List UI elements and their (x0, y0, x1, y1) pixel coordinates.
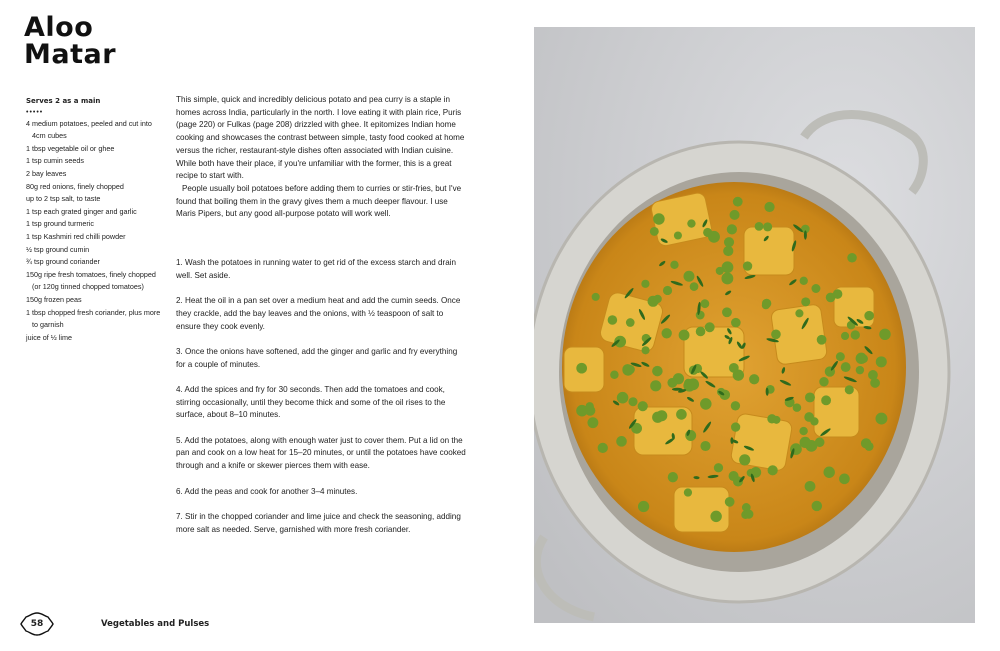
pea-mark (836, 352, 845, 361)
intro-text (176, 94, 468, 221)
pea-mark (696, 311, 705, 320)
pea-mark (617, 392, 629, 404)
pea-mark (683, 271, 694, 282)
pea-mark (714, 463, 723, 472)
pea-mark (725, 497, 735, 507)
ingredient-item: 80g red onions, finely chopped (26, 181, 124, 191)
pea-mark (729, 363, 739, 373)
pea-mark (805, 481, 816, 492)
pea-mark (847, 253, 857, 263)
pea-mark (819, 377, 828, 386)
pea-mark (865, 442, 874, 451)
dish-photo (534, 27, 975, 623)
pea-mark (653, 213, 664, 224)
pea-mark (864, 311, 874, 321)
ingredients-list (26, 95, 166, 344)
pea-mark (616, 436, 627, 447)
pea-mark (856, 366, 864, 374)
pea-mark (663, 286, 672, 295)
pea-mark (730, 210, 740, 220)
pea-mark (845, 385, 854, 394)
pea-mark (650, 380, 661, 391)
pea-mark (700, 398, 712, 410)
pea-mark (762, 299, 771, 308)
section-title: Vegetables and Pulses (101, 619, 210, 629)
pea-mark (727, 224, 737, 234)
recipe-title (24, 14, 116, 68)
pea-mark (652, 412, 663, 423)
ingredient-item: juice of ½ lime (26, 332, 72, 342)
ingredient-item: up to 2 tsp salt, to taste (26, 194, 101, 204)
title-line: Matar (24, 39, 117, 70)
method-step: 4. Add the spices and fry for 30 seconds. Then add the tomatoes and cook, stirring occasionally, until they become thick and some of the oil rises to the surface, about 8–10 minutes. (176, 384, 446, 420)
pea-mark (598, 443, 608, 453)
pea-mark (576, 363, 587, 374)
pea-mark (879, 329, 890, 340)
ingredient-item: 1 tbsp chopped fresh coriander, plus more to garnish (26, 307, 161, 330)
ingredient-item: 1 tsp cumin seeds (26, 156, 84, 166)
pea-mark (859, 354, 868, 363)
pea-mark (587, 417, 598, 428)
page-footer (20, 612, 209, 636)
pea-mark (667, 378, 677, 388)
pea-mark (731, 401, 740, 410)
pea-mark (638, 501, 649, 512)
pea-mark (744, 509, 753, 518)
pea-mark (870, 378, 880, 388)
pea-mark (747, 469, 755, 477)
pea-mark (608, 315, 618, 325)
pea-mark (662, 328, 672, 338)
ingredient-item: ¾ tsp ground coriander (26, 257, 100, 267)
pea-mark (687, 219, 695, 227)
pea-mark (731, 318, 741, 328)
ingredient-item: 1 tsp each grated ginger and garlic (26, 206, 137, 216)
method-step: 5. Add the potatoes, along with enough water just to cover them. Put a lid on the pan and cook on a low heat for 15–20 minutes, or until the potatoes have cooked through and a knife or skewer pierces them with ease. (176, 435, 466, 471)
pea-mark (696, 327, 706, 337)
ingredient-item: 1 tbsp vegetable oil or ghee (26, 143, 115, 153)
pea-mark (731, 422, 740, 431)
ingredient-item: 150g frozen peas (26, 294, 82, 304)
pea-mark (876, 356, 887, 367)
pea-mark (729, 471, 739, 481)
pea-mark (811, 284, 820, 293)
pea-mark (793, 403, 802, 412)
pea-mark (705, 322, 715, 332)
pea-mark (650, 227, 659, 236)
pea-mark (767, 414, 776, 423)
pea-mark (622, 364, 632, 374)
pea-mark (851, 330, 860, 339)
pea-mark (763, 222, 772, 231)
pea-mark (799, 427, 807, 435)
pea-mark (768, 465, 778, 475)
pea-mark (710, 511, 721, 522)
pea-mark (839, 474, 850, 485)
pea-mark (668, 472, 678, 482)
pea-mark (652, 366, 663, 377)
pea-mark (585, 402, 593, 410)
pea-mark (876, 413, 888, 425)
pea-mark (610, 371, 618, 379)
method-steps (176, 257, 468, 549)
pea-mark (841, 332, 849, 340)
pea-mark (739, 454, 750, 465)
pea-mark (653, 295, 661, 303)
pea-mark (755, 222, 764, 231)
method-step: 2. Heat the oil in a pan set over a medium heat and add the cumin seeds. Once they crackle, add the bay leaves and the onions, with ½ teaspoon of salt to ensure they cook evenly. (176, 296, 461, 331)
pea-mark (723, 246, 733, 256)
pea-mark (626, 318, 635, 327)
intro-paragraph: This simple, quick and incredibly delicious potato and pea curry is a staple in homes across India, particularly in the north. I love eating it with plain rice, Puris (page 220) or Fulkas (page 208) drizzled with ghee. It epitomizes Indian home cooking and showcases the contrast between simple, tasty food cooked at home versus the richer, restaurant-style dishes often associated with Indian cuisine. While both have their place, if you're unfamiliar with the former, this is a great recipe to start with. (176, 95, 465, 181)
method-step: 3. Once the onions have softened, add the ginger and garlic and fry everything for a couple of minutes. (176, 346, 458, 369)
pea-mark (638, 401, 648, 411)
pea-mark (641, 280, 649, 288)
serves-label: Serves 2 as a main (26, 97, 101, 105)
pea-mark (833, 289, 843, 299)
pea-mark (764, 202, 774, 212)
pea-mark (800, 277, 808, 285)
pea-mark (700, 299, 709, 308)
curry-pan-illustration (534, 27, 975, 623)
pea-mark (687, 378, 699, 390)
ingredient-item: 1 tsp ground turmeric (26, 219, 94, 229)
pea-mark (722, 307, 732, 317)
method-step: 1. Wash the potatoes in running water to get rid of the excess starch and drain well. Set aside. (176, 258, 456, 280)
intro-paragraph: People usually boil potatoes before adding them to curries or stir-fries, but I've found that boiling them in the gravy gives them a much deeper flavour. I use Maris Pipers, but any good all-purpose potato will work well. (176, 183, 462, 219)
pea-mark (733, 197, 743, 207)
pea-mark (700, 441, 710, 451)
pea-mark (684, 488, 692, 496)
pea-mark (670, 261, 678, 269)
pea-mark (708, 231, 720, 243)
pea-mark (841, 362, 851, 372)
pea-mark (800, 437, 811, 448)
pea-mark (721, 273, 733, 285)
pea-mark (628, 397, 637, 406)
pea-mark (795, 309, 803, 317)
pea-mark (679, 330, 690, 341)
pea-mark (716, 267, 724, 275)
pea-mark (642, 346, 650, 354)
ingredient-item: 150g ripe fresh tomatoes, finely chopped (or 120g tinned chopped tomatoes) (26, 269, 156, 292)
pea-mark (743, 261, 752, 270)
ingredient-item: ½ tsp ground cumin (26, 244, 90, 254)
pea-mark (817, 335, 827, 345)
pea-mark (690, 282, 699, 291)
pea-mark (815, 437, 825, 447)
method-step: 7. Stir in the chopped coriander and lime juice and check the seasoning, adding more salt as needed. Serve, garnished with more fresh coriander. (176, 511, 461, 534)
pea-mark (801, 297, 810, 306)
pea-mark (812, 501, 822, 511)
pea-mark (592, 293, 600, 301)
pea-mark (771, 330, 781, 340)
pea-mark (724, 237, 734, 247)
page-number-badge (20, 612, 54, 636)
divider: ••••• (26, 108, 44, 116)
pea-mark (676, 409, 687, 420)
ingredient-item: 1 tsp Kashmiri red chilli powder (26, 231, 126, 241)
pea-mark (749, 374, 759, 384)
ingredient-item: 4 medium potatoes, peeled and cut into 4cm cubes (26, 118, 152, 141)
pea-mark (810, 417, 818, 425)
method-step: 6. Add the peas and cook for another 3–4 minutes. (176, 486, 358, 496)
pea-mark (674, 231, 682, 239)
pea-mark (823, 467, 834, 478)
pea-mark (805, 392, 815, 402)
title-line: Aloo (24, 12, 94, 43)
ingredient-item: 2 bay leaves (26, 168, 67, 178)
pea-mark (821, 395, 831, 405)
page-number: 58 (30, 619, 44, 629)
